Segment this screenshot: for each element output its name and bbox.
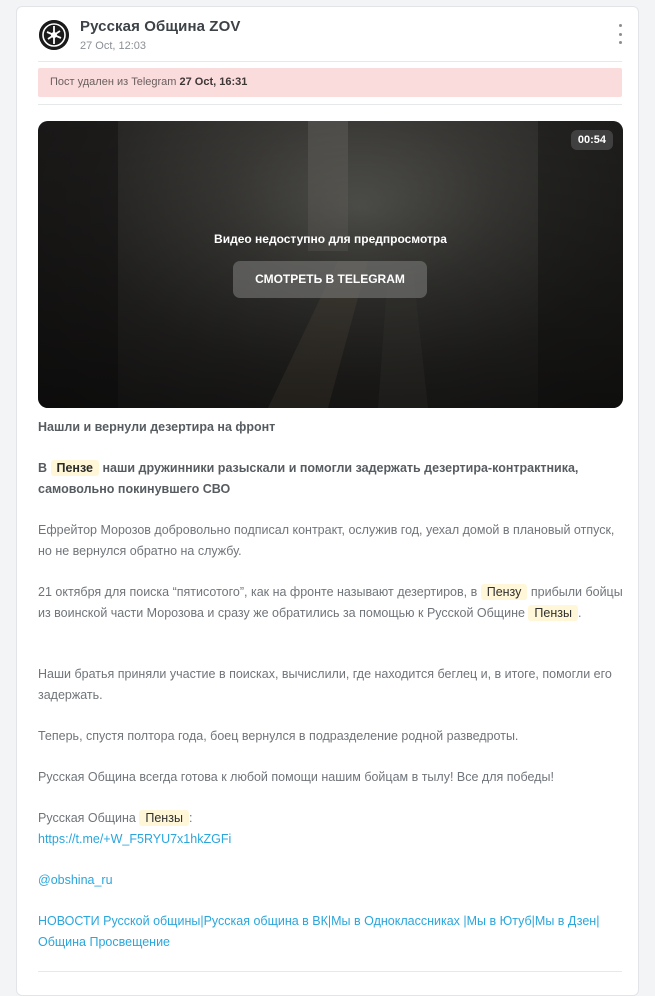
post-paragraph-2: Ефрейтор Морозов добровольно подписал контракт, ослужив год, уехал домой в плановый отпуск, но не вернулся обратно на службу. (38, 523, 615, 558)
text-span: 21 октября для поиска “пятисотого”, как на фронте называют дезертиров, в (38, 585, 481, 599)
text-span: В (38, 461, 51, 475)
channel-handle-link[interactable]: @obshina_ru (38, 873, 113, 887)
highlight-penzy-signature: Пензы (139, 810, 189, 826)
highlight-penza: Пензе (51, 460, 100, 476)
divider (38, 104, 622, 105)
divider (38, 61, 622, 62)
highlight-penzy: Пензы (528, 605, 578, 621)
post-paragraph-4: Наши братья приняли участие в поисках, вычислили, где находится беглец и, в итоге, помогли его задержать. (38, 667, 612, 702)
channel-name[interactable]: Русская Община ZOV (80, 18, 241, 35)
video-unavailable-message: Видео недоступно для предпросмотра (214, 232, 447, 246)
watch-in-telegram-button[interactable]: СМОТРЕТЬ В TELEGRAM (233, 261, 427, 298)
divider (38, 971, 622, 972)
telegram-invite-link[interactable]: https://t.me/+W_F5RYU7x1hkZGFi (38, 832, 232, 846)
logo-icon (39, 20, 69, 50)
handle-row (38, 870, 628, 891)
text-span: Русская Община (38, 811, 140, 825)
video-duration-badge: 00:54 (571, 130, 613, 150)
footer-links-row (38, 911, 628, 953)
post-signature (38, 808, 628, 829)
deleted-notice-time: 27 Oct, 16:31 (179, 76, 248, 88)
video-preview[interactable] (38, 121, 623, 408)
post-paragraph-1 (38, 458, 628, 500)
post-paragraph-3 (38, 582, 628, 624)
footer-links[interactable]: НОВОСТИ Русской общины|Русская община в ВК|Мы в Одноклассниках |Мы в Ютуб|Мы в Дзен|Община Просвещение (38, 914, 600, 949)
post-card (16, 6, 639, 996)
post-headline: Нашли и вернули дезертира на фронт (38, 420, 276, 434)
deleted-notice (38, 68, 622, 97)
text-span: прибыли бойцы из воинской части Морозова и сразу же обратились за помощью к Русской Общине (38, 585, 623, 620)
more-menu-icon[interactable] (614, 24, 626, 44)
text-span: . (577, 606, 582, 620)
post-date: 27 Oct, 12:03 (80, 40, 147, 52)
post-header (17, 7, 638, 67)
post-paragraph-6: Русская Община всегда готова к любой помощи нашим бойцам в тылу! Все для победы! (38, 770, 554, 784)
post-paragraph-5: Теперь, спустя полтора года, боец вернулся в подразделение родной разведроты. (38, 729, 519, 743)
text-span: : (188, 811, 193, 825)
channel-avatar[interactable] (39, 20, 69, 50)
highlight-penzu: Пензу (481, 584, 528, 600)
deleted-notice-text: Пост удален из Telegram (50, 76, 180, 88)
telegram-invite-link-row (38, 829, 628, 850)
text-span: наши дружинники разыскали и помогли задержать дезертира-контрактника, самовольно покинувшего СВО (38, 461, 579, 496)
